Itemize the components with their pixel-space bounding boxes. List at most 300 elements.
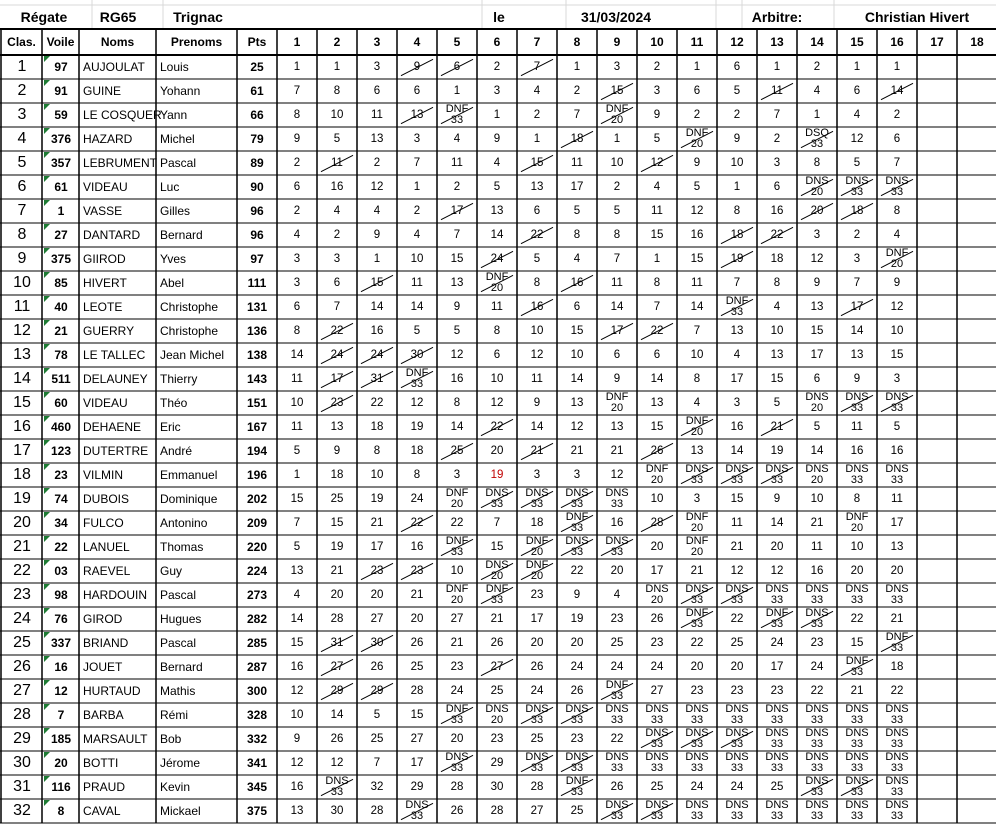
score-cell: 2 — [453, 181, 461, 193]
score-cell: 7 — [293, 517, 301, 529]
score-cell: 13 — [490, 205, 504, 217]
cell-prenom: Bernard — [160, 228, 203, 242]
location: Trignac — [173, 9, 223, 25]
score-points: 33 — [450, 114, 464, 126]
score-cell: 12 — [490, 397, 504, 409]
score-points: 33 — [850, 474, 864, 486]
score-code: DNF — [445, 487, 469, 499]
score-code: DNS — [805, 391, 829, 403]
score-points: 20 — [530, 570, 544, 582]
col-header-race-16: 16 — [890, 35, 904, 49]
score-cell-discarded: 15 — [597, 79, 637, 103]
score-cell: 29 — [490, 757, 504, 769]
score-cell: 18 — [410, 445, 424, 457]
score-cell: 2 — [293, 157, 301, 169]
score-cell: 14 — [690, 301, 704, 313]
score-code: DNS — [765, 703, 789, 715]
cell-clas: 16 — [13, 418, 31, 435]
score-cell: 25 — [530, 733, 544, 745]
score-cell: 19 — [490, 469, 504, 481]
cell-nom: RAEVEL — [83, 564, 131, 578]
cell-voile: 76 — [54, 612, 68, 626]
score-cell: 7 — [293, 85, 301, 97]
score-cell: 19 — [770, 445, 784, 457]
col-header-race-11: 11 — [690, 35, 704, 49]
score-points: 33 — [690, 810, 704, 822]
score-code: DNS — [805, 607, 829, 619]
score-code: DNF — [525, 559, 549, 571]
score-code: DNF — [685, 127, 709, 139]
score-points: 33 — [650, 762, 664, 774]
score-cell: 3 — [373, 61, 381, 73]
score-cell: 16 — [290, 661, 304, 673]
score-code: DNS — [845, 463, 869, 475]
score-cell: 26 — [410, 637, 424, 649]
score-cell: 10 — [490, 373, 504, 385]
score-cell: 8 — [733, 205, 741, 217]
score-cell: 17 — [570, 181, 584, 193]
score-cell-discarded: 7 — [517, 55, 557, 79]
score-cell: 11 — [731, 517, 743, 529]
score-cell: 7 — [893, 157, 901, 169]
score-points: 33 — [690, 738, 704, 750]
score-cell: 3 — [893, 373, 901, 385]
score-cell: 13 — [690, 445, 704, 457]
score-points: 33 — [610, 762, 624, 774]
score-cell: 26 — [650, 613, 664, 625]
score-code: DNF — [445, 535, 469, 547]
cell-pts: 66 — [250, 108, 264, 122]
col-header-pts: Pts — [247, 35, 267, 49]
score-cell: 11 — [491, 301, 503, 313]
cell-clas: 21 — [13, 538, 31, 555]
score-cell: 23 — [610, 613, 624, 625]
score-cell: 6 — [413, 85, 421, 97]
score-cell: 1 — [293, 469, 301, 481]
cell-prenom: Eric — [160, 420, 181, 434]
cell-nom: JOUET — [83, 660, 123, 674]
score-code: DNS — [845, 583, 869, 595]
score-cell: 20 — [770, 541, 784, 553]
cell-clas: 29 — [13, 730, 31, 747]
score-cell: 8 — [773, 277, 781, 289]
col-header-voile: Voile — [46, 35, 75, 49]
score-cell: 4 — [653, 181, 661, 193]
score-points: 33 — [890, 714, 904, 726]
cell-prenom: Luc — [160, 180, 180, 194]
cell-prenom: Michel — [160, 132, 195, 146]
score-cell: 12 — [330, 757, 344, 769]
score-cell: 9 — [453, 301, 461, 313]
score-cell: 14 — [850, 325, 864, 337]
cell-voile: 59 — [54, 108, 68, 122]
score-cell: 6 — [653, 349, 661, 361]
score-points: 33 — [530, 714, 544, 726]
score-cell: 20 — [690, 661, 704, 673]
cell-pts: 97 — [250, 252, 264, 266]
score-cell: 7 — [493, 517, 501, 529]
score-points: 33 — [330, 786, 344, 798]
score-cell: 7 — [333, 301, 341, 313]
regate-label: Régate — [20, 9, 68, 25]
cell-pts: 196 — [246, 468, 268, 482]
race-date: 31/03/2024 — [580, 9, 652, 25]
score-cell: 25 — [610, 637, 624, 649]
cell-pts: 138 — [246, 348, 268, 362]
score-cell: 4 — [893, 229, 901, 241]
cell-nom: GIIROD — [83, 252, 126, 266]
cell-clas: 17 — [13, 442, 31, 459]
score-cell: 6 — [373, 85, 381, 97]
score-cell: 15 — [330, 517, 344, 529]
score-cell: 9 — [293, 733, 301, 745]
cell-prenom: Louis — [160, 60, 189, 74]
cell-nom: VIDEAU — [83, 180, 128, 194]
score-cell: 8 — [653, 277, 661, 289]
score-cell: 4 — [493, 157, 501, 169]
score-code: DNS — [485, 703, 509, 715]
score-cell: 9 — [293, 133, 301, 145]
score-code: DNS — [525, 487, 549, 499]
score-code: DNS — [685, 727, 709, 739]
score-points: 33 — [770, 474, 784, 486]
score-cell: 11 — [291, 421, 303, 433]
col-header-race-9: 9 — [613, 35, 621, 49]
score-cell: 15 — [770, 373, 784, 385]
cell-pts: 136 — [246, 324, 268, 338]
score-cell: 1 — [573, 61, 581, 73]
score-points: 20 — [810, 474, 824, 486]
score-code: DNS — [885, 175, 909, 187]
score-cell: 5 — [733, 85, 741, 97]
score-cell: 22 — [730, 613, 744, 625]
score-code: DNS — [805, 703, 829, 715]
score-points: 33 — [570, 522, 584, 534]
score-points: 33 — [890, 642, 904, 654]
score-cell: 4 — [573, 253, 581, 265]
score-cell: 21 — [570, 445, 584, 457]
score-cell-discarded: 24 — [477, 247, 517, 271]
score-cell: 1 — [613, 133, 621, 145]
score-cell: 7 — [613, 253, 621, 265]
cell-clas: 25 — [13, 634, 31, 651]
score-cell: 15 — [290, 637, 304, 649]
score-cell: 9 — [573, 589, 581, 601]
score-cell: 4 — [733, 349, 741, 361]
col-header-race-4: 4 — [413, 35, 421, 49]
score-cell-discarded: 14 — [877, 79, 917, 103]
score-cell: 3 — [533, 469, 541, 481]
score-cell-discarded: 28 — [637, 511, 677, 535]
score-points: 20 — [450, 498, 464, 510]
score-cell: 7 — [693, 325, 701, 337]
score-points: 33 — [610, 810, 624, 822]
score-cell: 8 — [333, 85, 341, 97]
cell-clas: 27 — [13, 682, 31, 699]
cell-pts: 111 — [247, 276, 267, 290]
score-code: DNS — [565, 535, 589, 547]
score-cell: 16 — [730, 421, 744, 433]
score-cell: 13 — [610, 421, 624, 433]
score-cell: 13 — [450, 277, 464, 289]
score-points: 33 — [810, 786, 824, 798]
cell-nom: VIDEAU — [83, 396, 128, 410]
score-points: 33 — [690, 594, 704, 606]
score-cell: 3 — [693, 493, 701, 505]
score-cell: 4 — [413, 229, 421, 241]
score-cell: 15 — [570, 325, 584, 337]
score-cell: 1 — [653, 253, 661, 265]
score-points: 33 — [570, 498, 584, 510]
score-cell-discarded: 13 — [397, 103, 437, 127]
score-cell: 2 — [413, 205, 421, 217]
score-code: DNS — [765, 583, 789, 595]
score-cell: 6 — [893, 133, 901, 145]
score-cell: 10 — [290, 397, 304, 409]
score-cell: 11 — [691, 277, 703, 289]
cell-prenom: Christophe — [160, 324, 219, 338]
score-cell: 15 — [650, 229, 664, 241]
cell-prenom: André — [160, 444, 193, 458]
score-cell: 12 — [530, 349, 544, 361]
score-points: 33 — [610, 690, 624, 702]
score-cell: 7 — [453, 229, 461, 241]
score-cell-discarded: 17 — [597, 319, 637, 343]
score-code: DNS — [885, 703, 909, 715]
cell-pts: 285 — [246, 636, 268, 650]
score-cell: 7 — [733, 277, 741, 289]
score-cell: 6 — [773, 181, 781, 193]
score-cell: 6 — [613, 349, 621, 361]
score-code: DNF — [885, 247, 909, 259]
score-cell: 2 — [613, 181, 621, 193]
score-cell: 11 — [531, 373, 543, 385]
score-code: DNS — [685, 583, 709, 595]
cell-pts: 375 — [246, 804, 268, 818]
score-cell: 10 — [890, 325, 904, 337]
cell-nom: DUBOIS — [83, 492, 130, 506]
score-code: DNS — [845, 799, 869, 811]
score-cell: 6 — [733, 61, 741, 73]
score-code: DNS — [885, 751, 909, 763]
cell-clas: 32 — [13, 802, 31, 819]
score-cell: 10 — [410, 253, 424, 265]
score-points: 33 — [650, 810, 664, 822]
score-code: DNS — [725, 727, 749, 739]
score-cell: 18 — [890, 661, 904, 673]
score-cell: 5 — [693, 181, 701, 193]
score-points: 33 — [850, 402, 864, 414]
cell-nom: MARSAULT — [83, 732, 148, 746]
cell-nom: GIROD — [83, 612, 123, 626]
score-cell: 25 — [770, 781, 784, 793]
score-cell: 20 — [850, 565, 864, 577]
score-cell: 26 — [370, 661, 384, 673]
score-points: 20 — [610, 114, 624, 126]
cell-clas: 9 — [17, 250, 27, 267]
score-code: DNS — [805, 175, 829, 187]
cell-pts: 202 — [246, 492, 268, 506]
score-cell: 26 — [610, 781, 624, 793]
col-header-race-14: 14 — [810, 35, 824, 49]
cell-voile: 123 — [50, 444, 72, 458]
cell-nom: LANUEL — [83, 540, 130, 554]
score-cell: 25 — [570, 805, 584, 817]
cell-nom: DANTARD — [83, 228, 141, 242]
score-points: 33 — [890, 786, 904, 798]
score-cell: 17 — [890, 517, 904, 529]
score-cell: 10 — [330, 109, 344, 121]
cell-pts: 143 — [246, 372, 268, 386]
cell-pts: 167 — [246, 420, 268, 434]
col-header-race-10: 10 — [650, 35, 664, 49]
score-cell: 1 — [693, 61, 701, 73]
score-cell: 5 — [453, 325, 461, 337]
score-cell: 1 — [773, 61, 781, 73]
cell-voile: 34 — [54, 516, 68, 530]
score-cell-discarded: 22 — [317, 319, 357, 343]
cell-prenom: Yves — [160, 252, 187, 266]
cell-voile: 460 — [50, 420, 72, 434]
score-cell: 12 — [810, 253, 824, 265]
cell-clas: 19 — [13, 490, 31, 507]
score-cell: 5 — [613, 205, 621, 217]
col-header-race-3: 3 — [373, 35, 381, 49]
score-code: DNS — [645, 799, 669, 811]
score-cell: 2 — [533, 109, 541, 121]
score-cell: 22 — [450, 517, 464, 529]
col-header-race-12: 12 — [730, 35, 744, 49]
score-cell: 24 — [730, 781, 744, 793]
score-cell: 4 — [773, 301, 781, 313]
score-points: 33 — [850, 738, 864, 750]
cell-clas: 23 — [13, 586, 31, 603]
score-cell: 2 — [733, 109, 741, 121]
score-points: 33 — [810, 762, 824, 774]
score-cell: 3 — [853, 253, 861, 265]
cell-nom: DELAUNEY — [83, 372, 148, 386]
score-cell: 11 — [891, 493, 903, 505]
score-cell-discarded: 22 — [397, 511, 437, 535]
score-cell: 16 — [290, 781, 304, 793]
score-cell: 10 — [650, 493, 664, 505]
score-code: DNS — [685, 463, 709, 475]
score-cell-discarded: 18 — [717, 223, 757, 247]
score-code: DNS — [805, 727, 829, 739]
score-cell: 28 — [330, 613, 344, 625]
cell-pts: 25 — [250, 60, 264, 74]
score-cell: 8 — [373, 445, 381, 457]
score-cell: 18 — [530, 517, 544, 529]
score-points: 33 — [730, 738, 744, 750]
score-cell: 7 — [413, 157, 421, 169]
cell-clas: 4 — [17, 130, 27, 147]
score-code: DNS — [845, 703, 869, 715]
score-cell: 28 — [490, 805, 504, 817]
score-cell: 12 — [410, 397, 424, 409]
score-cell: 16 — [370, 325, 384, 337]
score-code: DNS — [685, 703, 709, 715]
score-cell: 27 — [410, 733, 424, 745]
score-cell-discarded: 11 — [757, 79, 797, 103]
col-header-race-5: 5 — [453, 35, 461, 49]
score-code: DNS — [605, 535, 629, 547]
score-cell: 7 — [653, 301, 661, 313]
col-header-clas: Clas. — [7, 35, 36, 49]
score-code: DNF — [445, 583, 469, 595]
score-cell: 9 — [893, 277, 901, 289]
score-cell: 26 — [330, 733, 344, 745]
score-points: 33 — [730, 306, 744, 318]
cell-nom: VILMIN — [83, 468, 124, 482]
cell-nom: BRIAND — [83, 636, 129, 650]
score-cell: 1 — [453, 85, 461, 97]
score-cell-discarded: 18 — [557, 127, 597, 151]
score-cell-discarded: 21 — [757, 415, 797, 439]
score-cell: 19 — [330, 541, 344, 553]
score-cell-discarded: 24 — [317, 343, 357, 367]
cell-clas: 1 — [17, 58, 27, 75]
score-cell-discarded: 21 — [517, 439, 557, 463]
score-points: 33 — [650, 738, 664, 750]
score-cell: 6 — [533, 205, 541, 217]
cell-nom: VASSE — [83, 204, 123, 218]
score-points: 20 — [690, 546, 704, 558]
score-code: DNS — [685, 799, 709, 811]
cell-prenom: Bob — [160, 732, 182, 746]
score-cell: 24 — [690, 781, 704, 793]
score-code: DNF — [445, 703, 469, 715]
score-cell: 11 — [451, 157, 463, 169]
score-points: 33 — [810, 738, 824, 750]
score-points: 33 — [450, 714, 464, 726]
score-cell: 9 — [773, 493, 781, 505]
score-cell-discarded: 23 — [397, 559, 437, 583]
score-cell: 8 — [293, 109, 301, 121]
score-cell: 1 — [373, 253, 381, 265]
score-points: 33 — [730, 810, 744, 822]
cell-pts: 131 — [246, 300, 268, 314]
score-points: 20 — [810, 402, 824, 414]
score-code: DNS — [605, 487, 629, 499]
score-cell: 12 — [570, 421, 584, 433]
score-code: DNS — [605, 799, 629, 811]
score-cell: 22 — [810, 685, 824, 697]
score-cell-discarded: 27 — [477, 655, 517, 679]
score-cell: 2 — [573, 85, 581, 97]
score-cell: 23 — [490, 733, 504, 745]
cell-prenom: Jean Michel — [160, 348, 225, 362]
cell-clas: 20 — [13, 514, 31, 531]
score-cell: 10 — [570, 349, 584, 361]
score-cell: 15 — [410, 709, 424, 721]
score-cell: 5 — [573, 205, 581, 217]
score-cell: 9 — [533, 397, 541, 409]
cell-prenom: Théo — [160, 396, 188, 410]
score-cell: 13 — [330, 421, 344, 433]
cell-pts: 151 — [246, 396, 268, 410]
score-cell: 15 — [690, 253, 704, 265]
score-cell: 10 — [530, 325, 544, 337]
score-code: DNF — [605, 391, 629, 403]
score-code: DNF — [565, 775, 589, 787]
score-cell: 5 — [853, 157, 861, 169]
score-cell: 13 — [770, 349, 784, 361]
score-cell: 8 — [693, 373, 701, 385]
score-points: 33 — [810, 810, 824, 822]
score-points: 33 — [410, 378, 424, 390]
score-cell: 13 — [650, 397, 664, 409]
